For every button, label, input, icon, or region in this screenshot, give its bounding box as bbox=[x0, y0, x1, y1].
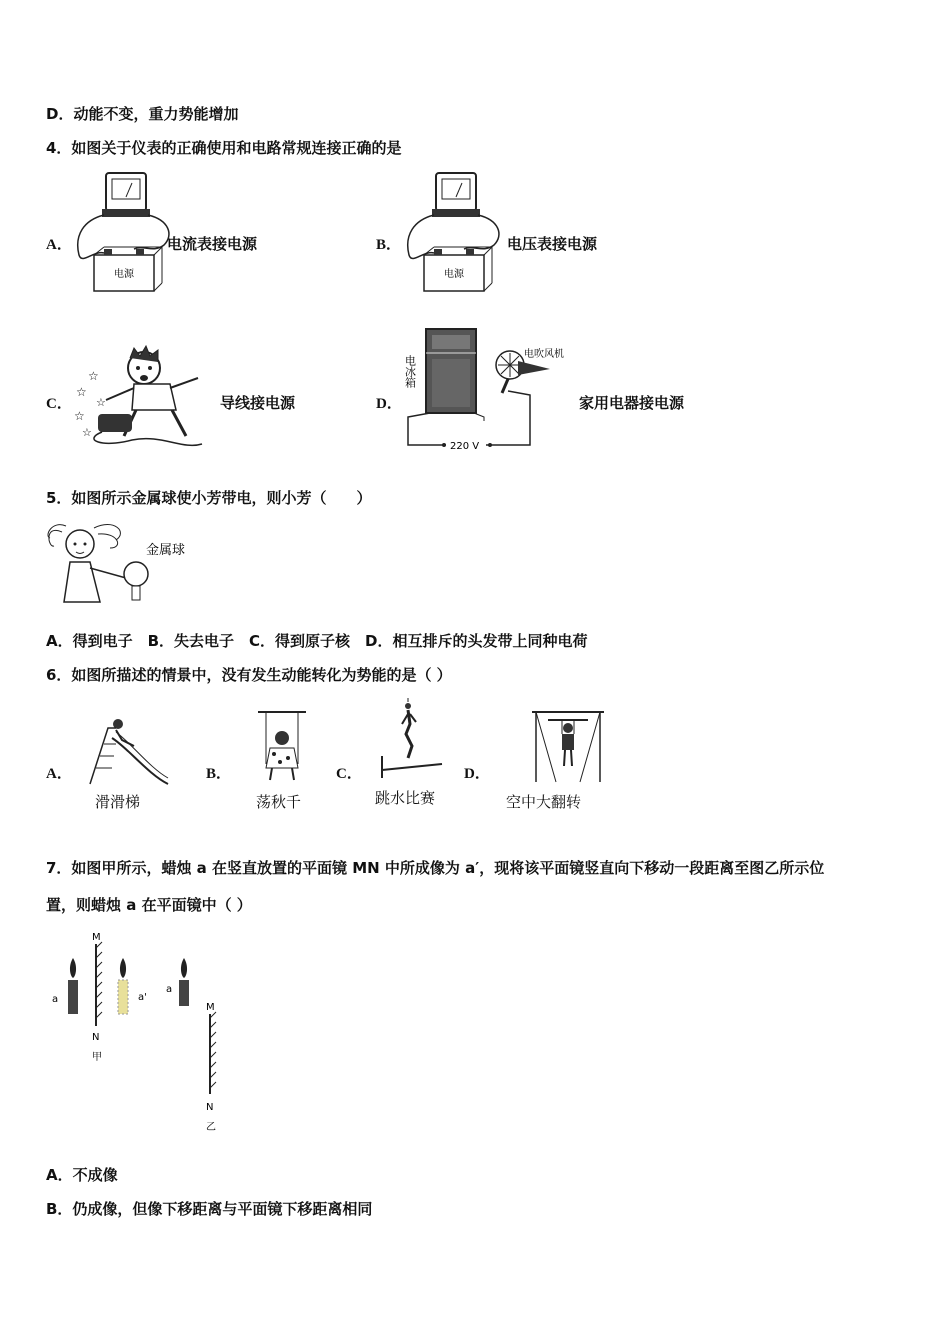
jia-label-a-prime: a' bbox=[138, 992, 147, 1003]
q4-option-d-text: 家用电器接电源 bbox=[579, 394, 685, 412]
svg-text:☆: ☆ bbox=[88, 369, 99, 383]
metal-ball-label: 金属球 bbox=[146, 543, 186, 558]
yi-label-n: N bbox=[206, 1102, 214, 1113]
q6-stem: 6．如图所描述的情景中，没有发生动能转化为势能的是（ ） bbox=[46, 666, 452, 684]
q6-option-c-caption: 跳水比赛 bbox=[375, 789, 436, 807]
q6-option-a-caption: 滑滑梯 bbox=[95, 793, 141, 811]
ammeter-circuit-figure bbox=[74, 165, 174, 295]
girl-metal-ball-figure bbox=[44, 518, 204, 608]
voltage-label: 220 V bbox=[450, 441, 480, 452]
q4-option-a-text: 电流表接电源 bbox=[167, 235, 258, 253]
yi-caption: 乙 bbox=[206, 1122, 216, 1133]
voltmeter-circuit-figure bbox=[404, 165, 504, 295]
q4-option-c-letter: C． bbox=[46, 396, 72, 412]
appliance-circuit-figure bbox=[404, 325, 584, 455]
svg-text:☆: ☆ bbox=[96, 396, 106, 409]
flip-swing-figure bbox=[528, 706, 608, 786]
svg-text:☆: ☆ bbox=[82, 426, 92, 439]
wire-shock-figure bbox=[72, 340, 212, 455]
dryer-label: 电吹风机 bbox=[524, 349, 564, 360]
slide-figure bbox=[88, 718, 168, 788]
yi-label-m: M bbox=[206, 1002, 215, 1013]
svg-text:☆: ☆ bbox=[76, 385, 87, 399]
q7-option-b: B．仍成像，但像下移距离与平面镜下移距离相同 bbox=[46, 1200, 373, 1218]
yi-label-a: a bbox=[166, 984, 173, 995]
q4-option-c-text: 导线接电源 bbox=[220, 394, 296, 412]
q4a-source-label: 电源 bbox=[114, 269, 134, 280]
diving-figure bbox=[378, 700, 448, 780]
svg-text:☆: ☆ bbox=[74, 409, 85, 423]
q6-option-a-letter: A． bbox=[46, 766, 72, 782]
mirror-figure-jia bbox=[48, 926, 168, 1066]
q4-option-b-text: 电压表接电源 bbox=[507, 235, 598, 253]
jia-caption: 甲 bbox=[92, 1052, 102, 1063]
swing-figure bbox=[256, 708, 316, 788]
jia-label-m: M bbox=[92, 932, 101, 943]
jia-label-n: N bbox=[92, 1032, 100, 1043]
q4-stem: 4．如图关于仪表的正确使用和电路常规连接正确的是 bbox=[46, 139, 402, 157]
q6-option-d-letter: D． bbox=[464, 766, 490, 782]
q7-stem-line1: 7．如图甲所示，蜡烛 a 在竖直放置的平面镜 MN 中所成像为 a′，现将该平面镜竖直向下移动一段距离至图乙所示位 bbox=[46, 859, 825, 877]
q4-option-a-letter: A． bbox=[46, 237, 72, 253]
q7-option-a: A．不成像 bbox=[46, 1166, 118, 1184]
q7-stem-line2: 置，则蜡烛 a 在平面镜中（ ） bbox=[46, 896, 252, 914]
q4b-source-label: 电源 bbox=[444, 269, 464, 280]
jia-label-a: a bbox=[52, 994, 59, 1005]
q4-option-b-letter: B． bbox=[376, 237, 402, 253]
q5-options: A．得到电子 B．失去电子 C．得到原子核 D．相互排斥的头发带上同种电荷 bbox=[46, 632, 588, 650]
q6-option-b-letter: B． bbox=[206, 766, 232, 782]
q5-stem: 5．如图所示金属球使小芳带电，则小芳（ ） bbox=[46, 489, 372, 507]
q6-option-b-caption: 荡秋千 bbox=[256, 793, 302, 811]
mirror-figure-yi bbox=[164, 946, 244, 1146]
q6-option-c-letter: C． bbox=[336, 766, 362, 782]
q4-option-d-letter: D． bbox=[376, 396, 402, 412]
q6-option-d-caption: 空中大翻转 bbox=[506, 793, 582, 811]
fridge-label: 电冰箱 bbox=[403, 355, 417, 388]
q3-option-d: D．动能不变，重力势能增加 bbox=[46, 105, 239, 123]
